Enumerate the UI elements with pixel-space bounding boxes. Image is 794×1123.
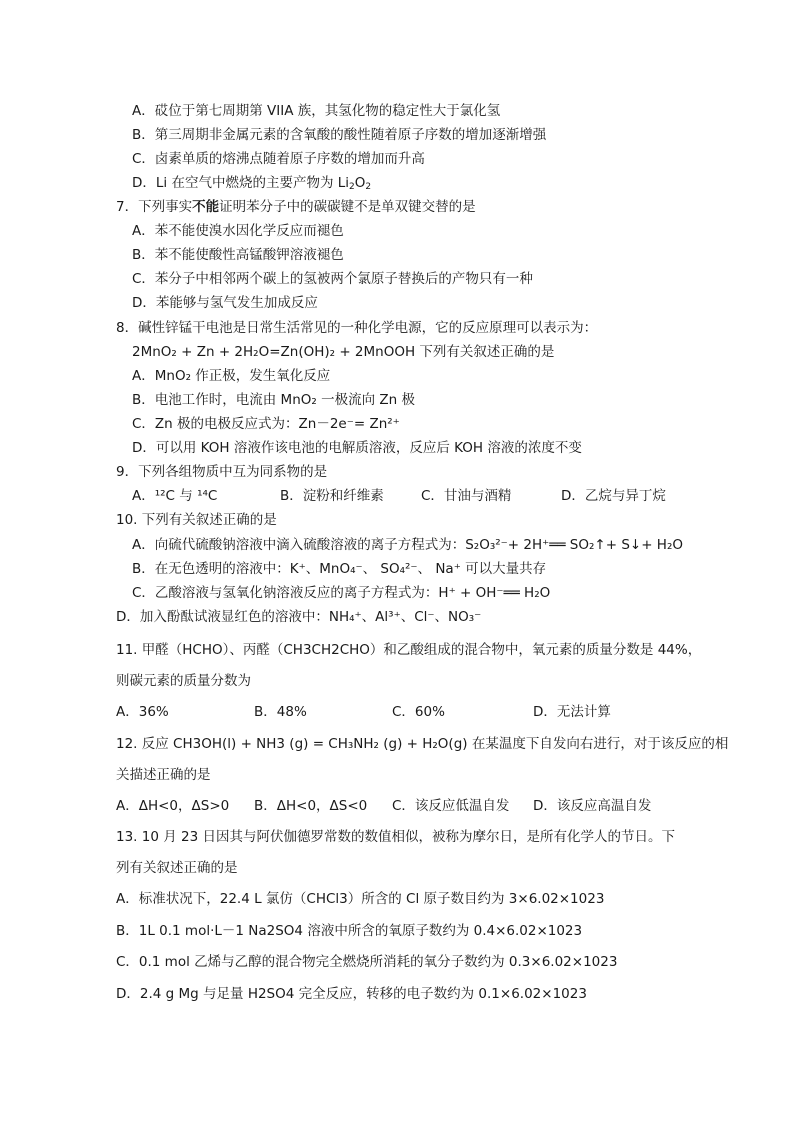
q9-option-a: A．¹²C 与 ¹⁴C [132, 488, 218, 504]
q13-stem-line1: 13. 10 月 23 日因其与阿伏伽德罗常数的数值相似，被称为摩尔日，是所有化学人的节日。下 [116, 829, 675, 845]
q6-option-d-sub: 2 [349, 182, 355, 192]
q8-equation: 2MnO₂ + Zn + 2H₂O=Zn(OH)₂ + 2MnOOH 下列有关叙述正确的是 [132, 344, 555, 360]
q7-option-c: C．苯分子中相邻两个碳上的氢被两个氯原子替换后的产物只有一种 [132, 271, 533, 287]
q9-stem: 9．下列各组物质中互为同系物的是 [116, 464, 328, 480]
q13-option-c: C．0.1 mol 乙烯与乙醇的混合物完全燃烧所消耗的氧分子数约为 0.3×6.02×1023 [116, 954, 618, 970]
q6-option-b: B．第三周期非金属元素的含氧酸的酸性随着原子序数的增加逐渐增强 [132, 127, 547, 143]
q12-stem-line1: 12. 反应 CH3OH(l) + NH3 (g) = CH₃NH₂ (g) + H₂O(g) 在某温度下自发向右进行，对于该反应的相 [116, 736, 729, 752]
q6-option-d [132, 174, 371, 192]
q10-option-d: D．加入酚酞试液显红色的溶液中：NH₄⁺、Al³⁺、Cl⁻、NO₃⁻ [116, 609, 482, 625]
q7-option-b: B．苯不能使酸性高锰酸钾溶液褪色 [132, 247, 344, 263]
q12-option-d: D．该反应高温自发 [533, 798, 652, 814]
q10-option-a: A．向硫代硫酸钠溶液中滴入硫酸溶液的离子方程式为：S₂O₃²⁻+ 2H⁺══ SO₂↑+ S↓+ H₂O [132, 537, 684, 553]
q6-option-d-mid: O [354, 175, 366, 191]
q13-option-b: B．1L 0.1 mol·L－1 Na2SO4 溶液中所含的氧原子数约为 0.4×6.02×1023 [116, 923, 583, 939]
q7-option-a: A．苯不能使溴水因化学反应而褪色 [132, 223, 344, 239]
q12-option-c: C．该反应低温自发 [392, 798, 510, 814]
q7-stem-pre: 7．下列事实 [116, 199, 193, 215]
q8-stem: 8．碱性锌锰干电池是日常生活常见的一种化学电源，它的反应原理可以表示为： [116, 320, 598, 336]
q11-option-d: D．无法计算 [533, 704, 611, 720]
q11-option-b: B．48% [254, 704, 307, 720]
q6-option-c: C．卤素单质的熔沸点随着原子序数的增加而升高 [132, 151, 425, 167]
q12-stem-line2: 关描述正确的是 [116, 767, 211, 783]
q12-option-a: A．ΔH<0，ΔS>0 [116, 798, 230, 814]
q8-option-b: B．电池工作时，电流由 MnO₂ 一极流向 Zn 极 [132, 392, 415, 408]
q12-option-b: B．ΔH<0，ΔS<0 [254, 798, 368, 814]
q13-stem-line2: 列有关叙述正确的是 [116, 860, 238, 876]
q6-option-a: A．砹位于第七周期第 VIIA 族，其氢化物的稳定性大于氯化氢 [132, 103, 501, 119]
q10-stem: 10. 下列有关叙述正确的是 [116, 512, 277, 528]
q9-option-d: D．乙烷与异丁烷 [561, 488, 666, 504]
q6-option-d-text: D．Li 在空气中燃烧的主要产物为 Li [132, 175, 350, 191]
q9-option-c: C．甘油与酒精 [421, 488, 512, 504]
q13-option-a: A．标准状况下，22.4 L 氯仿（CHCl3）所含的 Cl 原子数目约为 3×6.02×1023 [116, 891, 605, 907]
q8-option-d: D．可以用 KOH 溶液作该电池的电解质溶液，反应后 KOH 溶液的浓度不变 [132, 440, 582, 456]
q7-stem-post: 证明苯分子中的碳碳键不是单双键交替的是 [219, 199, 476, 215]
q7-option-d: D．苯能够与氢气发生加成反应 [132, 295, 318, 311]
q8-option-a: A．MnO₂ 作正极，发生氧化反应 [132, 368, 331, 384]
q11-stem-line1: 11. 甲醛（HCHO）、丙醛（CH3CH2CHO）和乙酸组成的混合物中，氧元素的质量分数是 44%， [116, 642, 702, 658]
q8-option-c: C．Zn 极的电极反应式为：Zn－2e⁻= Zn²⁺ [132, 416, 400, 432]
q10-option-c: C．乙酸溶液与氢氧化钠溶液反应的离子方程式为：H⁺ + OH⁻══ H₂O [132, 585, 551, 601]
q11-stem-line2: 则碳元素的质量分数为 [116, 673, 251, 689]
q11-option-c: C．60% [392, 704, 445, 720]
q9-option-b: B．淀粉和纤维素 [280, 488, 384, 504]
q7-stem-bold: 不能 [192, 199, 220, 215]
q7-stem [116, 198, 476, 216]
q10-option-b: B．在无色透明的溶液中：K⁺、MnO₄⁻、 SO₄²⁻、 Na⁺ 可以大量共存 [132, 561, 547, 577]
q11-option-a: A．36% [116, 704, 169, 720]
q6-option-d-sub2: 2 [365, 182, 372, 192]
q13-option-d: D．2.4 g Mg 与足量 H2SO4 完全反应，转移的电子数约为 0.1×6.02×1023 [116, 986, 587, 1002]
